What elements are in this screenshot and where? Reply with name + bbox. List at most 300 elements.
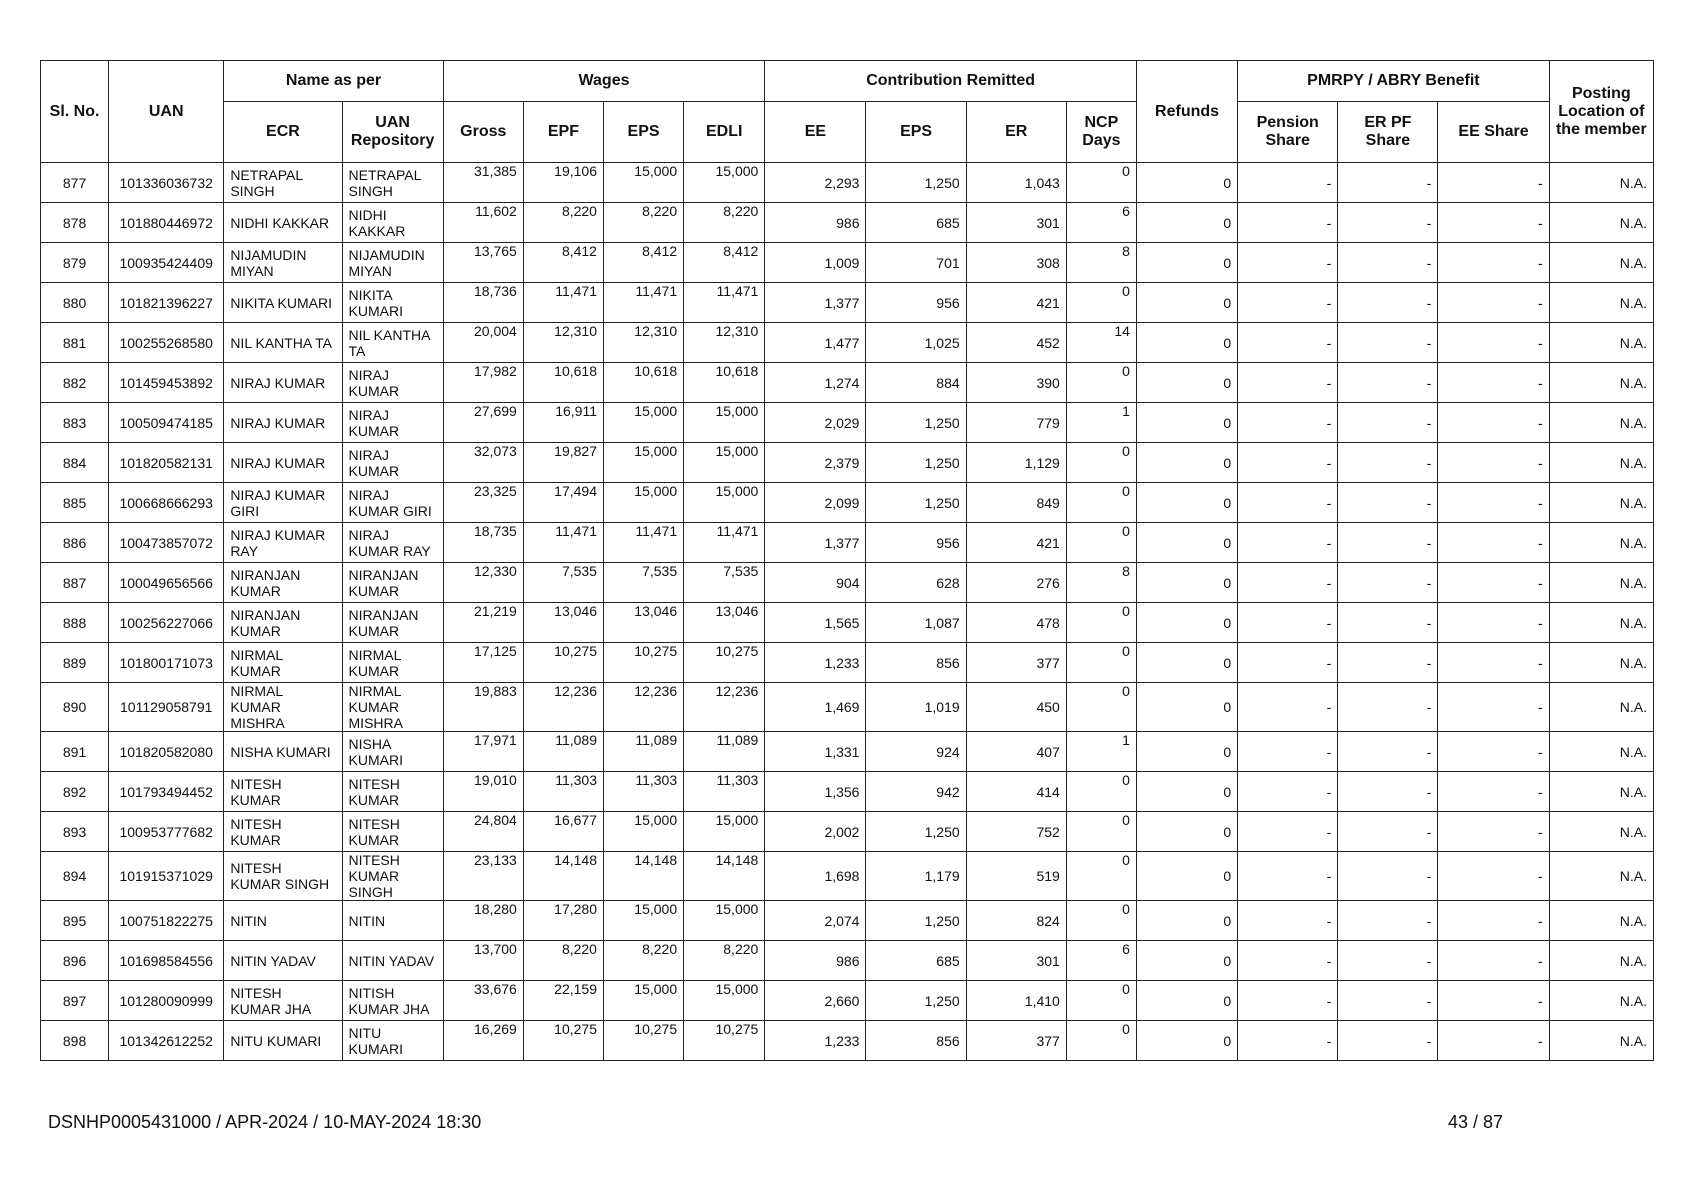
cell-er-pf-share: -	[1338, 603, 1438, 643]
cell-gross: 20,004	[443, 323, 523, 363]
cell-epf: 11,089	[523, 732, 603, 772]
cell-ee-share: -	[1438, 901, 1549, 941]
cell-er: 301	[966, 203, 1066, 243]
cell-refunds: 0	[1136, 323, 1237, 363]
cell-uan: 100953777682	[109, 812, 224, 852]
cell-er: 377	[966, 1021, 1066, 1061]
cell-er-pf-share: -	[1338, 772, 1438, 812]
table-row	[41, 483, 1654, 523]
cell-pension-share: -	[1238, 772, 1338, 812]
cell-ncp-days: 6	[1066, 203, 1136, 243]
cell-gross: 27,699	[443, 403, 523, 443]
cell-ncp-days: 0	[1066, 852, 1136, 901]
cell-epf: 19,827	[523, 443, 603, 483]
cell-pension-share: -	[1238, 941, 1338, 981]
header-uan-repository: UAN Repository	[342, 102, 443, 163]
header-er-pf-share: ER PF Share	[1338, 102, 1438, 163]
cell-pension-share: -	[1238, 523, 1338, 563]
cell-gross: 31,385	[443, 163, 523, 203]
cell-name-ecr: NISHA KUMARI	[224, 732, 342, 772]
cell-uan: 100935424409	[109, 243, 224, 283]
cell-eps: 15,000	[603, 403, 683, 443]
cell-uan: 101280090999	[109, 981, 224, 1021]
cell-er-pf-share: -	[1338, 1021, 1438, 1061]
cell-epf: 22,159	[523, 981, 603, 1021]
cell-edli: 13,046	[684, 603, 765, 643]
cell-name-uan-repository: NITISH KUMAR JHA	[342, 981, 443, 1021]
cell-ncp-days: 0	[1066, 363, 1136, 403]
cell-ee-share: -	[1438, 283, 1549, 323]
cell-epf: 16,677	[523, 812, 603, 852]
document-reference: DSNHP0005431000 / APR-2024 / 10-MAY-2024 18:30	[48, 1112, 482, 1132]
cell-ee: 2,002	[765, 812, 866, 852]
cell-er-pf-share: -	[1338, 443, 1438, 483]
table-row	[41, 901, 1654, 941]
cell-epf: 8,412	[523, 243, 603, 283]
cell-sl-no: 879	[41, 243, 109, 283]
cell-name-ecr: NIKITA KUMARI	[224, 283, 342, 323]
cell-eps: 7,535	[603, 563, 683, 603]
cell-posting-location: N.A.	[1549, 643, 1653, 683]
cell-edli: 11,303	[684, 772, 765, 812]
cell-refunds: 0	[1136, 901, 1237, 941]
cell-eps: 12,310	[603, 323, 683, 363]
cell-refunds: 0	[1136, 643, 1237, 683]
cell-eps: 15,000	[603, 443, 683, 483]
cell-sl-no: 894	[41, 852, 109, 901]
cell-eps-contribution: 942	[866, 772, 966, 812]
cell-uan: 101698584556	[109, 941, 224, 981]
header-ecr: ECR	[224, 102, 342, 163]
table-row	[41, 852, 1654, 901]
cell-er-pf-share: -	[1338, 941, 1438, 981]
cell-eps-contribution: 1,250	[866, 483, 966, 523]
header-pension-share: Pension Share	[1238, 102, 1338, 163]
cell-ee-share: -	[1438, 603, 1549, 643]
table-row	[41, 443, 1654, 483]
cell-uan: 100255268580	[109, 323, 224, 363]
header-epf: EPF	[523, 102, 603, 163]
cell-posting-location: N.A.	[1549, 812, 1653, 852]
cell-name-uan-repository: NITESH KUMAR SINGH	[342, 852, 443, 901]
cell-pension-share: -	[1238, 901, 1338, 941]
cell-refunds: 0	[1136, 812, 1237, 852]
cell-gross: 24,804	[443, 812, 523, 852]
cell-refunds: 0	[1136, 772, 1237, 812]
cell-refunds: 0	[1136, 203, 1237, 243]
cell-refunds: 0	[1136, 683, 1237, 732]
cell-ee: 1,274	[765, 363, 866, 403]
header-edli: EDLI	[684, 102, 765, 163]
cell-pension-share: -	[1238, 443, 1338, 483]
cell-sl-no: 880	[41, 283, 109, 323]
cell-sl-no: 891	[41, 732, 109, 772]
cell-eps-contribution: 956	[866, 523, 966, 563]
header-ncp-days: NCP Days	[1066, 102, 1136, 163]
cell-eps-contribution: 884	[866, 363, 966, 403]
cell-ee-share: -	[1438, 941, 1549, 981]
header-ee: EE	[765, 102, 866, 163]
cell-ee-share: -	[1438, 443, 1549, 483]
table-row	[41, 323, 1654, 363]
cell-edli: 15,000	[684, 981, 765, 1021]
cell-eps: 15,000	[603, 901, 683, 941]
cell-ee-share: -	[1438, 323, 1549, 363]
cell-eps: 14,148	[603, 852, 683, 901]
cell-ncp-days: 14	[1066, 323, 1136, 363]
cell-uan: 101820582080	[109, 732, 224, 772]
cell-ncp-days: 6	[1066, 941, 1136, 981]
cell-er: 377	[966, 643, 1066, 683]
header-pmrpy-abry: PMRPY / ABRY Benefit	[1238, 61, 1550, 102]
cell-eps: 15,000	[603, 812, 683, 852]
cell-name-ecr: NIDHI KAKKAR	[224, 203, 342, 243]
cell-name-uan-repository: NIL KANTHA TA	[342, 323, 443, 363]
cell-ee: 1,009	[765, 243, 866, 283]
cell-edli: 10,275	[684, 1021, 765, 1061]
cell-ee-share: -	[1438, 203, 1549, 243]
cell-ee-share: -	[1438, 403, 1549, 443]
cell-ncp-days: 0	[1066, 1021, 1136, 1061]
page-number: 43 / 87	[1448, 1112, 1504, 1132]
cell-eps: 10,275	[603, 643, 683, 683]
cell-gross: 17,971	[443, 732, 523, 772]
cell-posting-location: N.A.	[1549, 363, 1653, 403]
cell-pension-share: -	[1238, 403, 1338, 443]
table-row	[41, 523, 1654, 563]
table-row	[41, 363, 1654, 403]
cell-er-pf-share: -	[1338, 683, 1438, 732]
cell-ee: 1,356	[765, 772, 866, 812]
cell-ncp-days: 0	[1066, 901, 1136, 941]
cell-ee: 1,331	[765, 732, 866, 772]
cell-er: 421	[966, 523, 1066, 563]
cell-er-pf-share: -	[1338, 203, 1438, 243]
cell-name-uan-repository: NIRAJ KUMAR	[342, 403, 443, 443]
cell-er-pf-share: -	[1338, 283, 1438, 323]
table-row	[41, 283, 1654, 323]
cell-ee-share: -	[1438, 772, 1549, 812]
cell-epf: 11,303	[523, 772, 603, 812]
cell-name-ecr: NETRAPAL SINGH	[224, 163, 342, 203]
cell-eps: 11,303	[603, 772, 683, 812]
cell-eps: 11,471	[603, 523, 683, 563]
cell-er-pf-share: -	[1338, 981, 1438, 1021]
cell-ee-share: -	[1438, 812, 1549, 852]
cell-uan: 101880446972	[109, 203, 224, 243]
cell-edli: 15,000	[684, 443, 765, 483]
cell-name-ecr: NITU KUMARI	[224, 1021, 342, 1061]
header-eps: EPS	[603, 102, 683, 163]
cell-sl-no: 890	[41, 683, 109, 732]
cell-posting-location: N.A.	[1549, 203, 1653, 243]
cell-posting-location: N.A.	[1549, 732, 1653, 772]
cell-sl-no: 895	[41, 901, 109, 941]
cell-pension-share: -	[1238, 483, 1338, 523]
cell-ee-share: -	[1438, 1021, 1549, 1061]
cell-edli: 15,000	[684, 483, 765, 523]
cell-edli: 8,412	[684, 243, 765, 283]
cell-eps-contribution: 1,250	[866, 812, 966, 852]
cell-gross: 17,125	[443, 643, 523, 683]
cell-er: 421	[966, 283, 1066, 323]
cell-eps-contribution: 856	[866, 643, 966, 683]
table-header	[41, 61, 1654, 163]
cell-gross: 18,280	[443, 901, 523, 941]
cell-sl-no: 885	[41, 483, 109, 523]
cell-eps-contribution: 1,250	[866, 443, 966, 483]
cell-epf: 12,310	[523, 323, 603, 363]
cell-uan: 100256227066	[109, 603, 224, 643]
cell-sl-no: 878	[41, 203, 109, 243]
cell-name-ecr: NIRAJ KUMAR GIRI	[224, 483, 342, 523]
cell-ee: 1,377	[765, 523, 866, 563]
cell-er: 1,410	[966, 981, 1066, 1021]
cell-refunds: 0	[1136, 283, 1237, 323]
cell-epf: 13,046	[523, 603, 603, 643]
table-row	[41, 163, 1654, 203]
cell-pension-share: -	[1238, 603, 1338, 643]
cell-posting-location: N.A.	[1549, 563, 1653, 603]
cell-ncp-days: 0	[1066, 523, 1136, 563]
cell-er-pf-share: -	[1338, 643, 1438, 683]
cell-eps: 15,000	[603, 981, 683, 1021]
cell-gross: 21,219	[443, 603, 523, 643]
cell-name-uan-repository: NITESH KUMAR	[342, 772, 443, 812]
cell-eps: 11,471	[603, 283, 683, 323]
cell-ee-share: -	[1438, 563, 1549, 603]
cell-gross: 13,765	[443, 243, 523, 283]
header-gross: Gross	[443, 102, 523, 163]
cell-name-ecr: NIRAJ KUMAR	[224, 403, 342, 443]
cell-sl-no: 893	[41, 812, 109, 852]
cell-ee-share: -	[1438, 683, 1549, 732]
table-row	[41, 812, 1654, 852]
table-row	[41, 203, 1654, 243]
cell-name-ecr: NITIN YADAV	[224, 941, 342, 981]
cell-ee-share: -	[1438, 981, 1549, 1021]
cell-pension-share: -	[1238, 283, 1338, 323]
cell-er-pf-share: -	[1338, 243, 1438, 283]
cell-name-ecr: NIRMAL KUMAR	[224, 643, 342, 683]
cell-pension-share: -	[1238, 1021, 1338, 1061]
cell-refunds: 0	[1136, 941, 1237, 981]
cell-pension-share: -	[1238, 243, 1338, 283]
cell-gross: 12,330	[443, 563, 523, 603]
header-contribution-remitted: Contribution Remitted	[765, 61, 1137, 102]
cell-refunds: 0	[1136, 1021, 1237, 1061]
cell-er: 452	[966, 323, 1066, 363]
cell-gross: 18,736	[443, 283, 523, 323]
cell-name-uan-repository: NIKITA KUMARI	[342, 283, 443, 323]
cell-eps: 10,618	[603, 363, 683, 403]
cell-gross: 19,010	[443, 772, 523, 812]
cell-eps: 13,046	[603, 603, 683, 643]
cell-uan: 101342612252	[109, 1021, 224, 1061]
cell-er-pf-share: -	[1338, 403, 1438, 443]
cell-uan: 101459453892	[109, 363, 224, 403]
cell-pension-share: -	[1238, 852, 1338, 901]
cell-er: 450	[966, 683, 1066, 732]
cell-ncp-days: 0	[1066, 772, 1136, 812]
cell-uan: 101915371029	[109, 852, 224, 901]
cell-gross: 23,325	[443, 483, 523, 523]
cell-ncp-days: 0	[1066, 643, 1136, 683]
cell-eps-contribution: 1,250	[866, 163, 966, 203]
cell-uan: 100668666293	[109, 483, 224, 523]
header-eps-contribution: EPS	[866, 102, 966, 163]
cell-edli: 15,000	[684, 901, 765, 941]
cell-sl-no: 881	[41, 323, 109, 363]
cell-posting-location: N.A.	[1549, 981, 1653, 1021]
cell-edli: 15,000	[684, 812, 765, 852]
cell-sl-no: 888	[41, 603, 109, 643]
cell-eps: 8,220	[603, 203, 683, 243]
cell-epf: 7,535	[523, 563, 603, 603]
cell-ee: 986	[765, 941, 866, 981]
cell-er: 414	[966, 772, 1066, 812]
cell-pension-share: -	[1238, 203, 1338, 243]
cell-gross: 17,982	[443, 363, 523, 403]
cell-ee: 2,660	[765, 981, 866, 1021]
header-ee-share: EE Share	[1438, 102, 1549, 163]
table-row	[41, 683, 1654, 732]
cell-ee-share: -	[1438, 363, 1549, 403]
cell-name-uan-repository: NITIN YADAV	[342, 941, 443, 981]
cell-name-ecr: NITESH KUMAR	[224, 772, 342, 812]
cell-er: 519	[966, 852, 1066, 901]
cell-refunds: 0	[1136, 403, 1237, 443]
cell-name-ecr: NIRAJ KUMAR	[224, 363, 342, 403]
cell-epf: 19,106	[523, 163, 603, 203]
cell-name-uan-repository: NIRANJAN KUMAR	[342, 563, 443, 603]
cell-gross: 32,073	[443, 443, 523, 483]
cell-ee: 1,233	[765, 643, 866, 683]
table-row	[41, 732, 1654, 772]
cell-ee-share: -	[1438, 732, 1549, 772]
header-wages: Wages	[443, 61, 765, 102]
cell-ee: 2,379	[765, 443, 866, 483]
cell-posting-location: N.A.	[1549, 1021, 1653, 1061]
cell-epf: 10,618	[523, 363, 603, 403]
cell-name-uan-repository: NITU KUMARI	[342, 1021, 443, 1061]
cell-name-uan-repository: NIJAMUDIN MIYAN	[342, 243, 443, 283]
cell-eps-contribution: 1,250	[866, 981, 966, 1021]
cell-ee: 1,469	[765, 683, 866, 732]
cell-edli: 8,220	[684, 203, 765, 243]
cell-eps-contribution: 1,250	[866, 403, 966, 443]
cell-eps-contribution: 956	[866, 283, 966, 323]
header-er: ER	[966, 102, 1066, 163]
cell-ee: 1,698	[765, 852, 866, 901]
cell-eps-contribution: 685	[866, 941, 966, 981]
cell-epf: 10,275	[523, 1021, 603, 1061]
cell-edli: 12,236	[684, 683, 765, 732]
cell-pension-share: -	[1238, 732, 1338, 772]
cell-edli: 14,148	[684, 852, 765, 901]
cell-ee-share: -	[1438, 523, 1549, 563]
cell-epf: 17,494	[523, 483, 603, 523]
cell-sl-no: 896	[41, 941, 109, 981]
cell-ee: 2,099	[765, 483, 866, 523]
cell-refunds: 0	[1136, 243, 1237, 283]
cell-epf: 16,911	[523, 403, 603, 443]
cell-name-ecr: NIRAJ KUMAR RAY	[224, 523, 342, 563]
cell-er-pf-share: -	[1338, 163, 1438, 203]
cell-name-ecr: NIJAMUDIN MIYAN	[224, 243, 342, 283]
cell-eps-contribution: 1,087	[866, 603, 966, 643]
cell-epf: 12,236	[523, 683, 603, 732]
cell-uan: 100509474185	[109, 403, 224, 443]
table-row	[41, 563, 1654, 603]
cell-posting-location: N.A.	[1549, 683, 1653, 732]
cell-pension-share: -	[1238, 812, 1338, 852]
cell-refunds: 0	[1136, 363, 1237, 403]
cell-ee: 1,233	[765, 1021, 866, 1061]
header-refunds: Refunds	[1136, 61, 1237, 163]
cell-er: 752	[966, 812, 1066, 852]
cell-refunds: 0	[1136, 483, 1237, 523]
header-uan: UAN	[109, 61, 224, 163]
cell-eps: 15,000	[603, 483, 683, 523]
cell-refunds: 0	[1136, 563, 1237, 603]
cell-eps: 15,000	[603, 163, 683, 203]
cell-er: 407	[966, 732, 1066, 772]
cell-edli: 10,618	[684, 363, 765, 403]
cell-name-ecr: NIRANJAN KUMAR	[224, 563, 342, 603]
cell-ncp-days: 1	[1066, 732, 1136, 772]
cell-edli: 12,310	[684, 323, 765, 363]
cell-ee: 1,477	[765, 323, 866, 363]
cell-er-pf-share: -	[1338, 363, 1438, 403]
cell-uan: 100473857072	[109, 523, 224, 563]
cell-sl-no: 897	[41, 981, 109, 1021]
cell-er: 1,043	[966, 163, 1066, 203]
cell-gross: 13,700	[443, 941, 523, 981]
cell-sl-no: 883	[41, 403, 109, 443]
cell-pension-share: -	[1238, 163, 1338, 203]
cell-ee-share: -	[1438, 483, 1549, 523]
cell-ee: 2,293	[765, 163, 866, 203]
cell-refunds: 0	[1136, 443, 1237, 483]
cell-ncp-days: 8	[1066, 243, 1136, 283]
cell-posting-location: N.A.	[1549, 323, 1653, 363]
cell-eps-contribution: 1,025	[866, 323, 966, 363]
cell-sl-no: 886	[41, 523, 109, 563]
cell-name-uan-repository: NIRMAL KUMAR MISHRA	[342, 683, 443, 732]
cell-edli: 11,471	[684, 283, 765, 323]
cell-ncp-days: 0	[1066, 603, 1136, 643]
cell-epf: 8,220	[523, 941, 603, 981]
cell-edli: 10,275	[684, 643, 765, 683]
cell-gross: 33,676	[443, 981, 523, 1021]
cell-name-uan-repository: NIRAJ KUMAR GIRI	[342, 483, 443, 523]
cell-eps-contribution: 1,019	[866, 683, 966, 732]
cell-ee: 1,565	[765, 603, 866, 643]
cell-epf: 11,471	[523, 523, 603, 563]
cell-sl-no: 884	[41, 443, 109, 483]
cell-name-ecr: NIRANJAN KUMAR	[224, 603, 342, 643]
cell-eps: 11,089	[603, 732, 683, 772]
cell-ncp-days: 0	[1066, 443, 1136, 483]
cell-uan: 101820582131	[109, 443, 224, 483]
cell-ee: 986	[765, 203, 866, 243]
table-row	[41, 243, 1654, 283]
cell-refunds: 0	[1136, 981, 1237, 1021]
cell-edli: 7,535	[684, 563, 765, 603]
cell-er: 849	[966, 483, 1066, 523]
cell-posting-location: N.A.	[1549, 603, 1653, 643]
